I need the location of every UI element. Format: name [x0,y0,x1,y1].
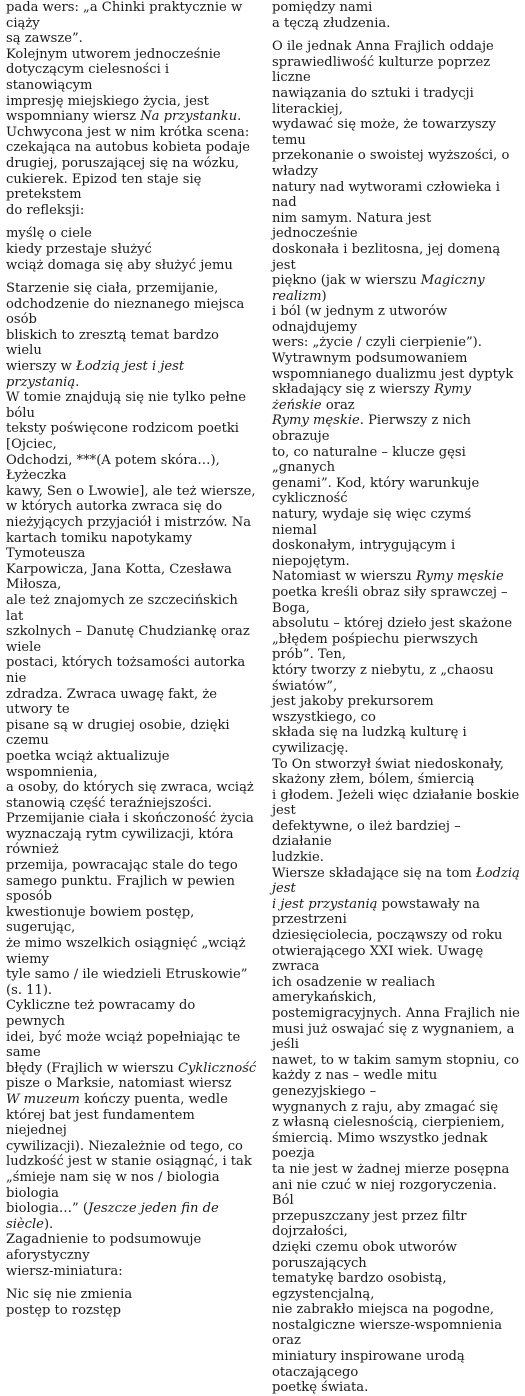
right-text-column [272,0,520,1396]
text-line: Zagadnienie to podsumowuje aforystyczny [6,1232,202,1263]
text-line: tyle samo / ile wiedzieli Etruskowie” (s. 11). [6,967,248,998]
italic-title: W muzeum [6,1091,80,1107]
text-line: „błędem pośpiechu pierwszych prób”. Ten, [272,631,479,663]
text-line: piękno (jak w wierszu Magiczny realizm) [272,273,485,304]
text-line: sprawiedliwość kulturze poprzez liczne [272,54,491,86]
text-line: wiersz-miniatura: [6,1263,123,1279]
italic-title: Cykliczność [177,1060,257,1076]
text-line: odchodzenie do nieznanego miejsca osób [6,296,245,328]
text-line: nim samym. Natura jest jednocześnie [272,210,432,242]
italic-title: Rymy męskie [415,569,504,585]
text-line: w których autorka zwraca się do [6,499,223,515]
italic-title: Jeszcze jeden fin de siècle [6,1201,219,1232]
text-line: dotyczącym cielesności i stanowiącym [6,62,170,93]
paragraph-gap [6,218,258,226]
text-line: składający się z wierszy Rymy żeńskie oraz [272,382,471,413]
text-line: wygnanych z raju, aby zmagać się [272,1099,499,1115]
text-line: śmiercią. Mimo wszystko jednak poezja [272,1130,488,1162]
text-line: doskonała i bezlitosna, jej domeną jest [272,241,501,273]
text-line: bliskich to zresztą temat bardzo wielu [6,327,219,359]
text-line: postemigracyjnych. Anna Frajlich nie [272,1006,520,1021]
text-line: wyznaczają rytm cywilizacji, która również [6,826,234,858]
text-line: ludzkie. [272,850,324,866]
text-line: a tęczą złudzenia. [272,15,391,31]
text-line: składa się na ludzką kulturę i cywilizację. [272,725,467,756]
text-line: musi już oswajać się z wygnaniem, a jeśli [272,1021,515,1053]
text-line: i ból (w jednym z utworów odnajdujemy [272,304,448,335]
text-line: Uchwycona jest w nim krótka scena: [6,124,250,140]
text-line: nawet, to w takim samym stopniu, co [272,1052,519,1068]
text-line: kawy, Sen o Lwowie], ale też wiersze, [6,483,256,499]
text-line: kartach tomiku napotykamy Tymoteusza [6,530,192,562]
text-line: każdy z nas – wedle mitu genezyjskiego – [272,1068,438,1099]
text-line: dziesięciolecia, począwszy od roku [272,928,503,944]
text-line: postaci, których tożsamości autorka nie [6,655,246,686]
text-line: „śmieje nam się w nos / biologia biologia [6,1169,220,1201]
text-line: pisze o Marksie, natomiast wiersz [6,1076,232,1092]
text-line: szkolnych – Danutę Chudziankę oraz wiele [6,624,250,655]
text-line: Przemijanie ciała i skończoność życia [6,811,254,827]
text-line: wspomniany wiersz Na przystanku. [6,109,242,125]
text-line: poetka wciąż aktualizuje wspomnienia, [6,748,170,780]
text-line: Karpowicza, Jana Kotta, Czesława Miłosza, [6,561,232,593]
paragraph-gap [272,31,520,39]
text-line: nie zabrakło miejsca na pogodne, [272,1302,494,1318]
text-line: cywilizacji). Niezależnie od tego, co [6,1138,243,1154]
text-line: absolutu – której dzieło jest skażone [272,616,513,632]
text-line: natury, wydaje się więc czymś niemal [272,507,472,538]
text-line: są zawsze”. [6,31,83,47]
text-line: czekająca na autobus kobieta podaje [6,140,250,156]
text-line: Odchodzi, ***(A potem skóra…), Łyżeczka [6,452,220,484]
text-line: to, co naturalne – klucze gęsi „gnanych [272,444,466,476]
text-line: pisane są w drugiej osobie, dzięki czemu [6,717,230,749]
text-line: Nic się nie zmienia [6,1287,133,1303]
text-line: doskonałym, intrygującym i niepojętym. [272,538,456,569]
text-line: wspomnianego dualizmu jest dyptyk [272,366,514,382]
text-line: cukierek. Epizod ten staje się pretekstem [6,171,202,203]
text-line: i głodem. Jeżeli więc działanie boskie jest [272,787,520,819]
text-line: Rymy męskie. Pierwszy z nich obrazuje [272,413,471,445]
text-line: idei, być może wciąż popełniając te same [6,1029,241,1061]
paragraph-gap [6,273,258,281]
text-line: ich osadzenie w realiach amerykańskich, [272,974,436,1006]
text-line: miniatury inspirowane urodą otaczającego [272,1349,465,1380]
text-line: W muzeum kończy puenta, wedle [6,1091,228,1107]
text-line: samego punktu. Frajlich w pewien sposób [6,873,235,905]
text-line: wydawać się może, że towarzyszy temu [272,117,496,148]
text-line: natury nad wytworami człowieka i nad [272,179,500,211]
text-line: teksty poświęcone rodzicom poetki [Ojciec, [6,421,239,453]
italic-title: Rymy żeńskie [272,382,471,413]
text-line: W tomie znajdują się nie tylko pełne bólu [6,390,247,421]
text-line: przepuszczany jest przez filtr dojrzałości, [272,1208,467,1240]
text-line: kiedy przestaje służyć [6,241,152,257]
text-line: poetkę świata. [272,1380,369,1396]
text-line: otwierającego XXI wiek. Uwagę zwraca [272,943,484,975]
italic-title: Na przystanku [140,109,238,125]
text-line: myślę o ciele [6,226,92,242]
paragraph-gap [6,1279,258,1287]
italic-title: Łodzią jest [272,865,520,897]
text-line: a osoby, do których się zwraca, wciąż [6,780,254,796]
text-line: który tworzy z niebytu, z „chaosu światów”, [272,662,494,694]
text-line: ta nie jest w żadnej mierze posępna [272,1161,510,1177]
text-line: Natomiast w wierszu Rymy męskie [272,569,504,585]
text-line: której bat jest fundamentem niejednej [6,1107,195,1139]
text-line: poetka kreśli obraz siły sprawczej – Boga, [272,584,508,616]
text-line: wciąż domaga się aby służyć jemu [6,257,233,273]
text-line: z własną cielesnością, cierpieniem, [272,1115,505,1131]
text-line: Starzenie się ciała, przemijanie, [6,281,219,297]
text-line: Wytrawnym podsumowaniem [272,351,468,367]
text-line: wers: „życie / czyli cierpienie”). [272,335,482,351]
text-line: przemija, powracając stale do tego [6,858,238,874]
italic-title: Magiczny realizm [272,273,485,304]
text-line: dzięki czemu obok utworów poruszających [272,1239,457,1271]
text-line: defektywne, o ileż bardziej – działanie [272,818,461,850]
text-line: wierszy w Łodzią jest i jest przystanią. [6,359,185,390]
italic-title: Łodzią jest i jest przystanią [6,359,185,390]
text-line: zdradza. Zwraca uwagę fakt, że utwory te [6,686,217,718]
text-line: nieżyjących przyjaciół i mistrzów. Na [6,515,252,530]
text-line: jest jakoby prekursorem wszystkiego, co [272,694,434,725]
text-line: tematykę bardzo osobistą, egzystencjalną, [272,1271,447,1302]
text-line: postęp to rozstęp [6,1302,121,1318]
text-line: Kolejnym utworem jednocześnie [6,46,221,62]
text-line: że mimo wszelkich osiągnięć „wciąż wiemy [6,936,246,967]
text-line: nawiązania do sztuki i tradycji literackiej, [272,85,474,117]
text-line: biologia…” (Jeszcze jeden fin de siècle). [6,1201,219,1232]
italic-title: Rymy męskie [272,413,360,429]
text-line: Wiersze składające się na tom Łodzią jest [272,865,520,897]
text-line: drugiej, poruszającej się na wózku, [6,155,240,171]
text-line: ani nie czuć w niej rozgoryczenia. Ból [272,1177,497,1209]
text-line: do refleksji: [6,202,85,218]
text-line: błędy (Frajlich w wierszu Cykliczność [6,1060,257,1076]
text-line: przekonanie o swoistej wyższości, o władzy [272,148,510,179]
text-line: Cykliczne też powracamy do pewnych [6,998,196,1029]
text-line: pomiędzy nami [272,0,373,15]
text-line: stanowią część teraźniejszości. [6,795,212,811]
text-line: impresję miejskiego życia, jest [6,93,209,109]
text-line: nostalgiczne wiersze-wspomnienia oraz [272,1317,503,1349]
left-text-column [6,0,258,1318]
text-line: To On stworzył świat niedoskonały, [272,756,504,772]
text-line: ale też znajomych ze szczecińskich lat [6,592,238,624]
text-line: kwestionuje bowiem postęp, sugerując, [6,904,195,936]
text-line: pada wers: „a Chinki praktycznie w ciąży [6,0,243,31]
text-line: i jest przystanią powstawały na przestrzeni [272,896,480,928]
text-line: O ile jednak Anna Frajlich oddaje [272,39,494,55]
text-line: skażony złem, bólem, śmiercią [272,772,475,788]
italic-title: i jest przystanią [272,896,378,912]
text-line: ludzkość jest w stanie osiągnąć, i tak [6,1154,252,1170]
text-line: genami”. Kod, który warunkuje cykliczność [272,475,480,507]
